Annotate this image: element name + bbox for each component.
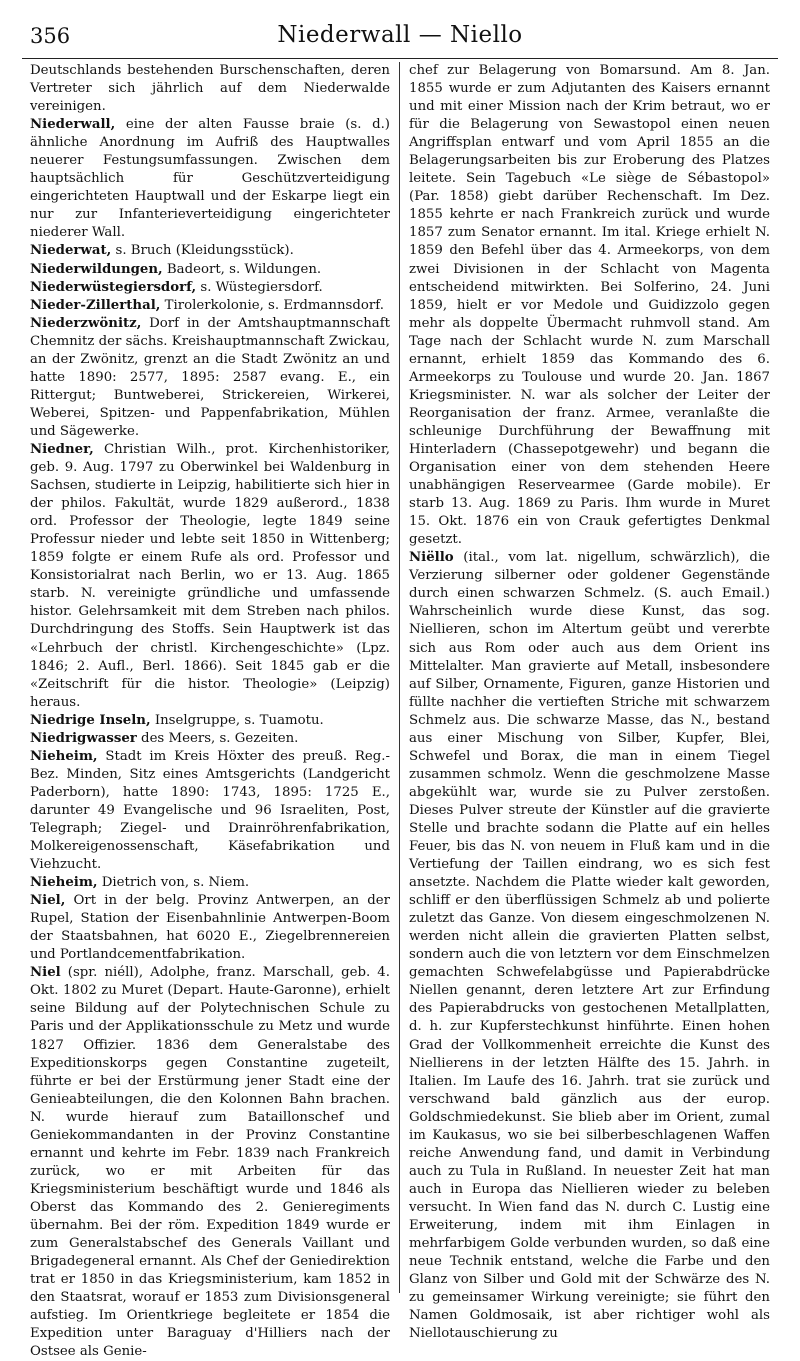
dictionary-entry bbox=[30, 441, 390, 712]
entry-text: s. Bruch (Kleidungsstück). bbox=[111, 243, 294, 259]
dictionary-entry bbox=[30, 242, 390, 260]
left-column bbox=[30, 62, 400, 1360]
page-header bbox=[22, 18, 778, 59]
dictionary-entry bbox=[30, 730, 390, 748]
entry-headword: Niëllo bbox=[409, 550, 454, 566]
dictionary-entry bbox=[30, 261, 390, 279]
entry-text: Badeort, s. Wildungen. bbox=[162, 261, 322, 277]
dictionary-entry bbox=[30, 297, 390, 315]
dictionary-entry bbox=[409, 549, 770, 1343]
entry-text: Dietrich von, s. Niem. bbox=[97, 875, 250, 891]
entry-headword: Niel, bbox=[30, 893, 66, 909]
right-column bbox=[400, 62, 770, 1342]
entry-text: (ital., vom lat. nigellum, schwärzlich), die Verzierung silberner oder goldener Gegenstände durch einen schwarzen Schmelz. (S. auch Email.) Wahrscheinlich wurde diese Kunst, das sog. Niellieren, schon im Altertum geübt und vererbte sich aus Rom oder auch aus dem Orient ins Mittelalter. Man gravierte auf Metall, insbesondere auf Silber, Ornamente, Figuren, ganze Historien und füllte nachher die vertieften Striche mit schwarzem Schmelz aus. Die schwarze Masse, das N., bestand aus einer Mischung von Silber, Kupfer, Blei, Schwefel und Borax, die man in einem Tiegel zusammen schmolz. Wenn die geschmolzene Masse abgekühlt war, wurde sie zu Pulver zerstoßen. Dieses Pulver streute der Künstler auf die gravierte Stelle und brachte sodann die Platte auf ein helles Feuer, bis das N. von neuem in Fluß kam und in die Vertiefung der Taillen eindrang, wo es sich fest ansetzte. Nachdem die Platte wieder kalt geworden, schliff er den überflüssigen Schmelz ab und polierte zuletzt das Ganze. Von diesem eingeschmolzenen N. werden nicht allein die gravierten Platten selbst, sondern auch die von letztern vor dem Einschmelzen gemachten Schwefelabgüsse und Papierabdrücke Niellen genannt, deren letztere Art zur Erfindung des Papierabdrucks von gestochenen Metallplatten, d. h. zur Kupferstechkunst hinführte. Einen hohen Grad der Vollkommenheit erreichte die Kunst des Niellierens in der letzten Hälfte des 15. Jahrh. in Italien. Im Laufe des 16. Jahrh. trat sie zurück und verschwand bald gänzlich aus der europ. Goldschmiedekunst. Sie blieb aber im Orient, zumal im Kaukasus, wo sie bei silberbeschlagenen Waffen reiche Anwendung fand, und damit in Verbindung auch zu Tula in Rußland. In neuester Zeit hat man auch in Europa das Niellieren wieder zu beleben versucht. In Wien fand das N. durch C. Lustig eine Erweiterung, indem mit ihm Einlagen in mehrfarbigem Golde verbunden wurden, so daß eine neue Technik entstand, welche die Farbe und den Glanz von Silber und Gold mit der Schwärze des N. zu gemeinsamer Wirkung vereinigte; sie führt den Namen Goldmosaik, ist aber richtiger wohl als Niellotauschierung zu bbox=[409, 550, 770, 1342]
dictionary-entry bbox=[30, 116, 390, 242]
dictionary-entry bbox=[409, 62, 770, 549]
dictionary-entry bbox=[30, 712, 390, 730]
running-title: Niederwall — Niello bbox=[277, 22, 523, 48]
page-number: 356 bbox=[30, 24, 71, 48]
entry-headword: Nieder-Zillerthal, bbox=[30, 297, 161, 313]
entry-headword: Niedrigwasser bbox=[30, 730, 137, 746]
dictionary-entry bbox=[30, 874, 390, 892]
entry-text: Tirolerkolonie, s. Erdmannsdorf. bbox=[160, 297, 384, 313]
dictionary-entry bbox=[30, 279, 390, 297]
dictionary-entry bbox=[30, 748, 390, 874]
entry-headword: Niel bbox=[30, 965, 61, 981]
entry-headword: Niederwildungen, bbox=[30, 261, 163, 277]
entry-text: Dorf in der Amtshauptmannschaft Chemnitz der sächs. Kreishauptmannschaft Zwickau, an der Zwönitz, grenzt an die Stadt Zwönitz an und hatte 1890: 2577, 1895: 2587 evang. E., ein Rittergut; Buntweberei, Strickereien, Wirkerei, Weberei, Spitzen- und Pappenfabrikation, Mühlen und Sägewerke. bbox=[30, 315, 390, 439]
entry-text: des Meers, s. Gezeiten. bbox=[136, 730, 299, 746]
entry-headword: Niederzwönitz, bbox=[30, 315, 142, 331]
entry-headword: Nieheim, bbox=[30, 875, 98, 891]
entry-headword: Niedrige Inseln, bbox=[30, 712, 151, 728]
dictionary-entry bbox=[30, 892, 390, 964]
entry-headword: Niederwüstegiersdorf, bbox=[30, 279, 197, 295]
dictionary-entry bbox=[30, 964, 390, 1361]
dictionary-entry bbox=[30, 315, 390, 441]
entry-headword: Niederwall, bbox=[30, 117, 116, 133]
entry-headword: Niederwat, bbox=[30, 243, 112, 259]
entry-text: (spr. niéll), Adolphe, franz. Marschall, geb. 4. Okt. 1802 zu Muret (Depart. Haute-Garonne), erhielt seine Bildung auf der Polytechnischen Schule zu Paris und der Applikationsschule zu Metz und wurde 1827 Offizier. 1836 dem Generalstabe des Expeditionskorps gegen Constantine zugeteilt, führte er bei der Erstürmung jener Stadt eine der Genieabteilungen, die den Kolonnen Bahn brachen. N. wurde hierauf zum Bataillonschef und Geniekommandanten in der Provinz Constantine ernannt und kehrte im Febr. 1839 nach Frankreich zurück, wo er mit Arbeiten für das Kriegsministerium beschäftigt wurde und 1846 als Oberst das Kommando des 2. Genieregiments übernahm. Bei der röm. Expedition 1849 wurde er zum Generalstabschef des Generals Vaillant und Brigadegeneral ernannt. Als Chef der Geniedirektion trat er 1850 in das Kriegsministerium, kam 1852 in den Staatsrat, worauf er 1853 zum Divisionsgeneral aufstieg. Im Orientkriege begleitete er 1854 die Expedition unter Baraguay d'Hilliers nach der Ostsee als Genie- bbox=[30, 965, 390, 1360]
entry-text: s. Wüstegiersdorf. bbox=[196, 279, 323, 295]
entry-headword: Nieheim, bbox=[30, 748, 98, 764]
entry-text: Ort in der belg. Provinz Antwerpen, an der Rupel, Station der Eisenbahnlinie Antwerpen-Boom der Staatsbahnen, hat 6020 E., Ziegelbrennereien und Portlandcementfabrikation. bbox=[30, 893, 390, 963]
entry-text: chef zur Belagerung von Bomarsund. Am 8. Jan. 1855 wurde er zum Adjutanten des Kaisers ernannt und mit einer Mission nach der Krim betraut, wo er für die Belagerung von Sewastopol einen neuen Angriffsplan entwarf und vom April 1855 an die Belagerungsarbeiten bis zur Eroberung des Platzes leitete. Sein Tagebuch «Le siège de Sébastopol» (Par. 1858) giebt darüber Rechenschaft. Im Dez. 1855 kehrte er nach Frankreich zurück und wurde 1857 zum Senator ernannt. Im ital. Kriege erhielt N. 1859 den Befehl über das 4. Armeekorps, von dem zwei Divisionen in der Schlacht von Magenta entscheidend mitwirkten. Bei Solferino, 24. Juni 1859, hielt er vor Medole und Guidizzolo gegen mehr als doppelte Übermacht ruhmvoll stand. Am Tage nach der Schlacht wurde N. zum Marschall ernannt, erhielt 1859 das Kommando des 6. Armeekorps zu Toulouse und wurde 20. Jan. 1867 Kriegsminister. N. war als solcher der Leiter der Reorganisation der franz. Armee, veranlaßte die schleunige Durchführung der Bewaffnung mit Hinterladern (Chassepotgewehr) und begann die Organisation einer von dem stehenden Heere unabhängigen Reservearmee (Garde mobile). Er starb 13. Aug. 1869 zu Paris. Ihm wurde in Muret 15. Okt. 1876 ein von Crauk gefertigtes Denkmal gesetzt. bbox=[409, 63, 770, 548]
text-columns bbox=[30, 62, 770, 1360]
entry-text: Stadt im Kreis Höxter des preuß. Reg.-Bez. Minden, Sitz eines Amtsgerichts (Landgericht Paderborn), hatte 1890: 1743, 1895: 1725 E., darunter 49 Evangelische und 96 Israeliten, Post, Telegraph; Ziegel- und Drainröhrenfabrikation, Molkereigenossenschaft, Käsefabrikation und Viehzucht. bbox=[30, 748, 390, 873]
entry-text: eine der alten Fausse braie (s. d.) ähnliche Anordnung im Aufriß des Hauptwalles neuerer Festungsumfassungen. Zwischen dem hauptsächlich für Geschützverteidigung eingerichteten Hauptwall und der Eskarpe liegt ein nur zur Infanterieverteidigung eingerichteter niederer Wall. bbox=[30, 117, 390, 241]
dictionary-entry bbox=[30, 62, 390, 116]
entry-headword: Niedner, bbox=[30, 441, 94, 457]
entry-text: Inselgruppe, s. Tuamotu. bbox=[150, 712, 324, 728]
entry-text: Christian Wilh., prot. Kirchenhistoriker, geb. 9. Aug. 1797 zu Oberwinkel bei Waldenburg in Sachsen, studierte in Leipzig, habilitierte sich hier in der philos. Fakultät, wurde 1829 außerord., 1838 ord. Professor der Theologie, legte 1849 seine Professur nieder und lebte seit 1850 in Wittenberg; 1859 folgte er einem Rufe als ord. Professor und Konsistorialrat nach Berlin, wo er 13. Aug. 1865 starb. N. vereinigte gründliche und umfassende histor. Gelehrsamkeit mit dem Streben nach philos. Durchdringung des Stoffs. Sein Hauptwerk ist das «Lehrbuch der christl. Kirchengeschichte» (Lpz. 1846; 2. Aufl., Berl. 1866). Seit 1845 gab er die «Zeitschrift für die histor. Theologie» (Leipzig) heraus. bbox=[30, 441, 390, 710]
entry-text: Deutschlands bestehenden Burschenschaften, deren Vertreter sich jährlich auf dem Niederwalde vereinigen. bbox=[30, 63, 390, 115]
